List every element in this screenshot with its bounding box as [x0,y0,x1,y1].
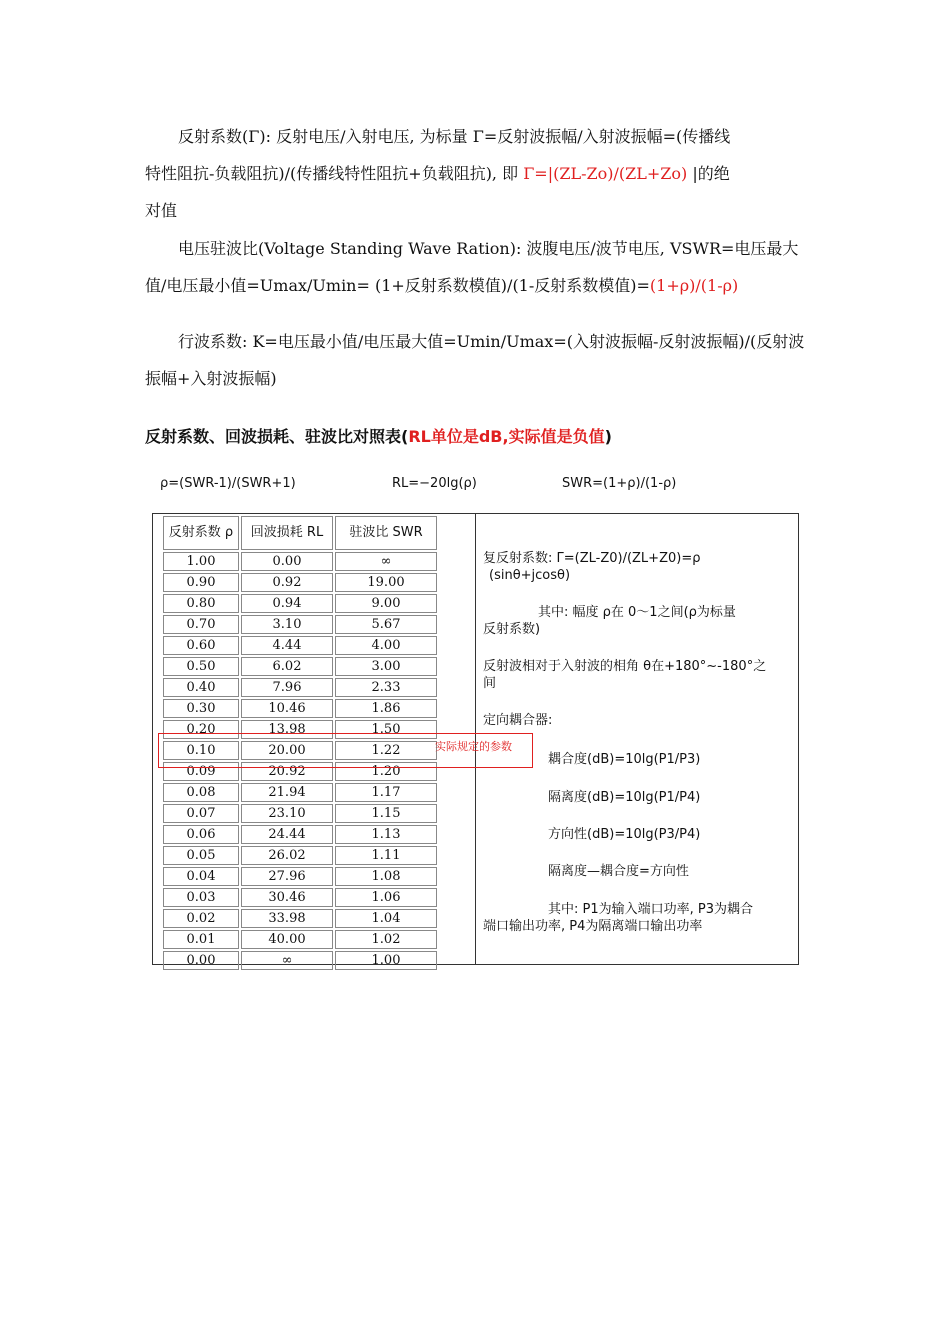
cell-swr: 1.08 [335,867,437,886]
cell-swr: 1.04 [335,909,437,928]
p2-line1: 电压驻波比(Voltage Standing Wave Ration): 波腹电压/波节电压, VSWR=电压最大 [178,239,799,258]
cell-rho: 0.60 [163,636,239,655]
cell-rho: 0.50 [163,657,239,676]
cell-rl: 33.98 [241,909,333,928]
cell-swr: 1.86 [335,699,437,718]
cell-rho: 0.03 [163,888,239,907]
cell-rl: 23.10 [241,804,333,823]
cell-rho: 0.09 [163,762,239,781]
header-rl: 回波损耗 RL [241,516,333,550]
table-row [163,615,437,634]
p1-line1: 反射系数(Γ): 反射电压/入射电压, 为标量 Γ=反射波振幅/入射波振幅=(传播线 [178,127,731,146]
cell-rl: 30.46 [241,888,333,907]
cell-rho: 0.02 [163,909,239,928]
heading-red-note: RL单位是dB,实际值是负值 [408,427,605,446]
cell-swr: 1.13 [335,825,437,844]
cell-swr: 1.11 [335,846,437,865]
cell-swr: 19.00 [335,573,437,592]
cell-rho: 0.90 [163,573,239,592]
p2-line2: 值/电压最小值=Umax/Umin= (1+反射系数模值)/(1-反射系数模值)= [145,276,650,295]
cell-rho: 1.00 [163,552,239,571]
table-row [163,573,437,592]
highlight-label: 实际规定的参数 [435,740,512,753]
cell-rl: 20.00 [241,741,333,760]
cell-swr: 1.22 [335,741,437,760]
cell-rho: 0.08 [163,783,239,802]
cell-rho: 0.80 [163,594,239,613]
heading-main: 反射系数、回波损耗、驻波比对照表( [145,427,409,446]
formula-swr: SWR=(1+ρ)/(1-ρ) [562,476,677,491]
heading-end: ) [604,427,612,446]
cell-swr: 1.00 [335,951,437,970]
table-row [163,636,437,655]
table-row [163,678,437,697]
ports-note-line2: 端口输出功率, P4为隔离端口输出功率 [483,919,703,934]
table-row [163,804,437,823]
cell-rl: 26.02 [241,846,333,865]
table-row [163,657,437,676]
cell-swr: 3.00 [335,657,437,676]
cell-rl: 27.96 [241,867,333,886]
coupling-formula: 耦合度(dB)=10lg(P1/P3) [548,752,701,767]
paragraph-vswr [145,230,810,304]
table-row [163,888,437,907]
cell-rl: 3.10 [241,615,333,634]
cell-rl: 40.00 [241,930,333,949]
cell-rho: 0.20 [163,720,239,739]
header-rho: 反射系数 ρ [163,516,239,550]
cell-rl: 0.94 [241,594,333,613]
cell-rl: ∞ [241,951,333,970]
cell-swr: 5.67 [335,615,437,634]
paragraph-reflection-coefficient [145,118,810,229]
cell-rho: 0.00 [163,951,239,970]
cell-rho: 0.70 [163,615,239,634]
p3-line2: 振幅+入射波振幅) [145,369,277,388]
complex-reflection-line1: 复反射系数: Γ=(ZL-Z0)/(ZL+Z0)=ρ [483,551,701,566]
cell-rho: 0.40 [163,678,239,697]
p3-line1: 行波系数: K=电压最小值/电压最大值=Umin/Umax=(入射波振幅-反射波振幅)/(反射波 [178,332,805,351]
cell-rl: 13.98 [241,720,333,739]
table-row [163,930,437,949]
phase-note-line2: 间 [483,676,497,691]
cell-swr: ∞ [335,552,437,571]
cell-swr: 4.00 [335,636,437,655]
cell-rho: 0.06 [163,825,239,844]
p2-formula-red: (1+ρ)/(1-ρ) [649,276,739,295]
complex-reflection-line2: (sinθ+jcosθ) [489,568,571,583]
cell-swr: 9.00 [335,594,437,613]
p1-formula-red: Γ=|(ZL-Zo)/(ZL+Zo) [523,164,688,183]
phase-note-line1: 反射波相对于入射波的相角 θ在+180°~-180°之 [483,659,767,674]
p1-line2-end: |的绝 [687,164,730,183]
cell-rho: 0.01 [163,930,239,949]
cell-rl: 24.44 [241,825,333,844]
cell-rho: 0.10 [163,741,239,760]
cell-rho: 0.04 [163,867,239,886]
cell-swr: 1.50 [335,720,437,739]
isolation-formula: 隔离度(dB)=10lg(P1/P4) [548,790,701,805]
cell-swr: 1.17 [335,783,437,802]
p1-line3: 对值 [145,201,178,220]
formula-rl: RL=−20lg(ρ) [392,476,477,491]
cell-rl: 6.02 [241,657,333,676]
cell-rl: 7.96 [241,678,333,697]
cell-rl: 21.94 [241,783,333,802]
cell-rho: 0.30 [163,699,239,718]
cell-rl: 0.92 [241,573,333,592]
table-row [163,825,437,844]
header-swr: 驻波比 SWR [335,516,437,550]
cell-swr: 2.33 [335,678,437,697]
cell-rho: 0.05 [163,846,239,865]
table-row [163,909,437,928]
table-row [163,867,437,886]
p1-line2: 特性阻抗-负载阻抗)/(传播线特性阻抗+负载阻抗), 即 [145,164,524,183]
table-heading [145,424,612,447]
table-row [163,951,437,970]
cell-rl: 0.00 [241,552,333,571]
cell-swr: 1.06 [335,888,437,907]
table-row [163,699,437,718]
relation-formula: 隔离度—耦合度=方向性 [548,864,689,879]
paragraph-traveling-wave [145,323,810,397]
cell-rho: 0.07 [163,804,239,823]
table-header-row [163,516,437,550]
table-row [163,552,437,571]
cell-rl: 10.46 [241,699,333,718]
ports-note-line1: 其中: P1为输入端口功率, P3为耦合 [548,902,753,917]
table-row [163,783,437,802]
cell-swr: 1.15 [335,804,437,823]
cell-swr: 1.20 [335,762,437,781]
cell-rl: 4.44 [241,636,333,655]
cell-rl: 20.92 [241,762,333,781]
formula-rho: ρ=(SWR-1)/(SWR+1) [160,476,296,491]
directional-coupler-title: 定向耦合器: [483,713,553,728]
magnitude-note-line2: 反射系数) [483,622,541,637]
table-row [163,594,437,613]
table-row [163,846,437,865]
magnitude-note-line1: 其中: 幅度 ρ在 0～1之间(ρ为标量 [538,605,736,620]
cell-swr: 1.02 [335,930,437,949]
directivity-formula: 方向性(dB)=10lg(P3/P4) [548,827,701,842]
